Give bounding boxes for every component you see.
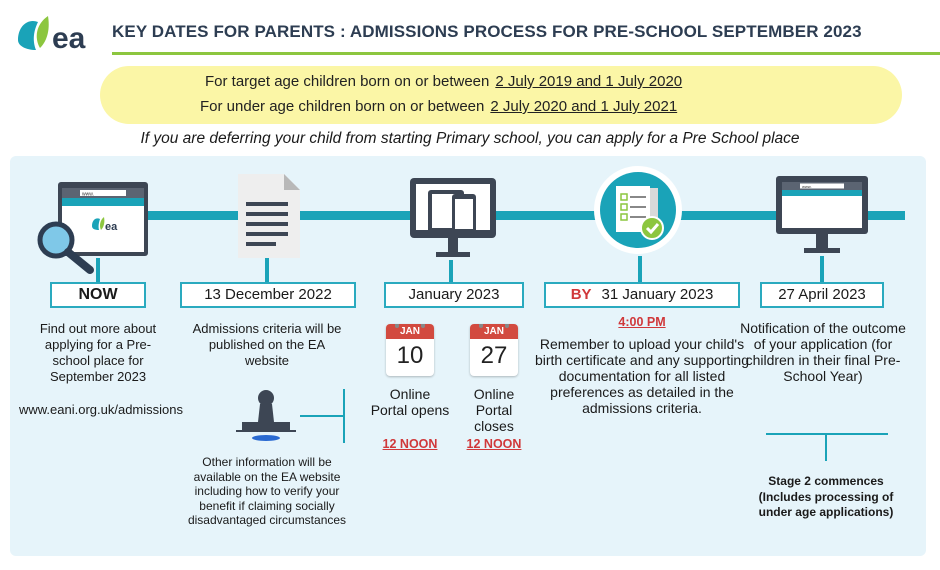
other-info: Other information will be available on the EA website including how to verify your benefit if claiming socially disadvantaged circumstances xyxy=(187,455,347,527)
target-age-line xyxy=(205,73,682,90)
calendar-close-month: JAN xyxy=(483,326,504,337)
date-now: NOW xyxy=(50,282,146,308)
checklist-icon xyxy=(592,164,684,256)
by-label: BY xyxy=(570,286,592,303)
dec-divider-horizontal xyxy=(300,415,344,417)
logo-text: ea xyxy=(52,22,86,55)
calendar-open-month: JAN xyxy=(399,326,420,337)
by-description: Remember to upload your child's birth certificate and any supporting documentation for all listed preferences as detailed in the admissions criteria. xyxy=(534,336,749,416)
document-icon xyxy=(234,172,304,260)
calendar-close xyxy=(470,324,518,376)
calendar-open-day: 10 xyxy=(396,342,424,369)
now-description: Find out more about applying for a Pre-school place for September 2023 xyxy=(39,321,157,384)
apr-description: Notification of the outcome of your application (for children in their final Pre-School Year) xyxy=(740,320,906,384)
date-apr: 27 April 2023 xyxy=(760,282,884,308)
eligibility-banner xyxy=(100,66,902,124)
browser-logo-text: ea xyxy=(105,221,118,233)
date-dec: 13 December 2022 xyxy=(180,282,356,308)
page-title: KEY DATES FOR PARENTS : ADMISSIONS PROCESS FOR PRE-SCHOOL SEPTEMBER 2023 xyxy=(112,22,862,41)
monitor-url-text: www. xyxy=(802,184,812,189)
target-age-dates: 2 July 2019 and 1 July 2020 xyxy=(495,73,683,90)
stem-now xyxy=(96,258,100,282)
portal-closes-time: 12 NOON xyxy=(466,437,522,451)
target-age-text: For target age children born on or between xyxy=(205,73,490,90)
monitor-icon xyxy=(774,174,870,258)
by-date: 31 January 2023 xyxy=(601,286,714,303)
title-underline xyxy=(112,52,940,55)
portal-closes-text: Online Portal closes xyxy=(473,386,515,434)
calendar-open xyxy=(386,324,434,376)
stem-jan xyxy=(449,260,453,282)
stem-dec xyxy=(265,258,269,282)
under-age-dates: 2 July 2020 and 1 July 2021 xyxy=(490,98,678,115)
deadline-time: 4:00 PM xyxy=(618,315,666,329)
dec-description: Admissions criteria will be published on the EA website xyxy=(192,321,342,368)
stage2-divider-vertical xyxy=(825,433,827,461)
stage2-note: Stage 2 commences (Includes processing of under age applications) xyxy=(758,474,894,519)
portal-opens-time: 12 NOON xyxy=(382,437,438,451)
calendar-close-day: 27 xyxy=(480,342,508,369)
date-by xyxy=(544,282,740,308)
admissions-link[interactable]: www.eani.org.uk/admissions xyxy=(18,402,184,417)
stem-by xyxy=(638,256,642,282)
devices-icon xyxy=(408,172,498,264)
stem-apr xyxy=(820,256,824,282)
under-age-text: For under age children born on or between xyxy=(200,98,485,115)
deferral-note: If you are deferring your child from starting Primary school, you can apply for a Pre School place xyxy=(140,130,800,147)
portal-opens-text: Online Portal opens xyxy=(370,386,450,418)
stage2-divider-horizontal xyxy=(766,433,888,435)
date-jan: January 2023 xyxy=(384,282,524,308)
magnifier-icon xyxy=(34,218,96,274)
browser-url-text: www. xyxy=(82,191,94,198)
ea-logo xyxy=(14,10,100,58)
stamp-icon xyxy=(232,388,298,442)
under-age-line xyxy=(200,98,677,115)
